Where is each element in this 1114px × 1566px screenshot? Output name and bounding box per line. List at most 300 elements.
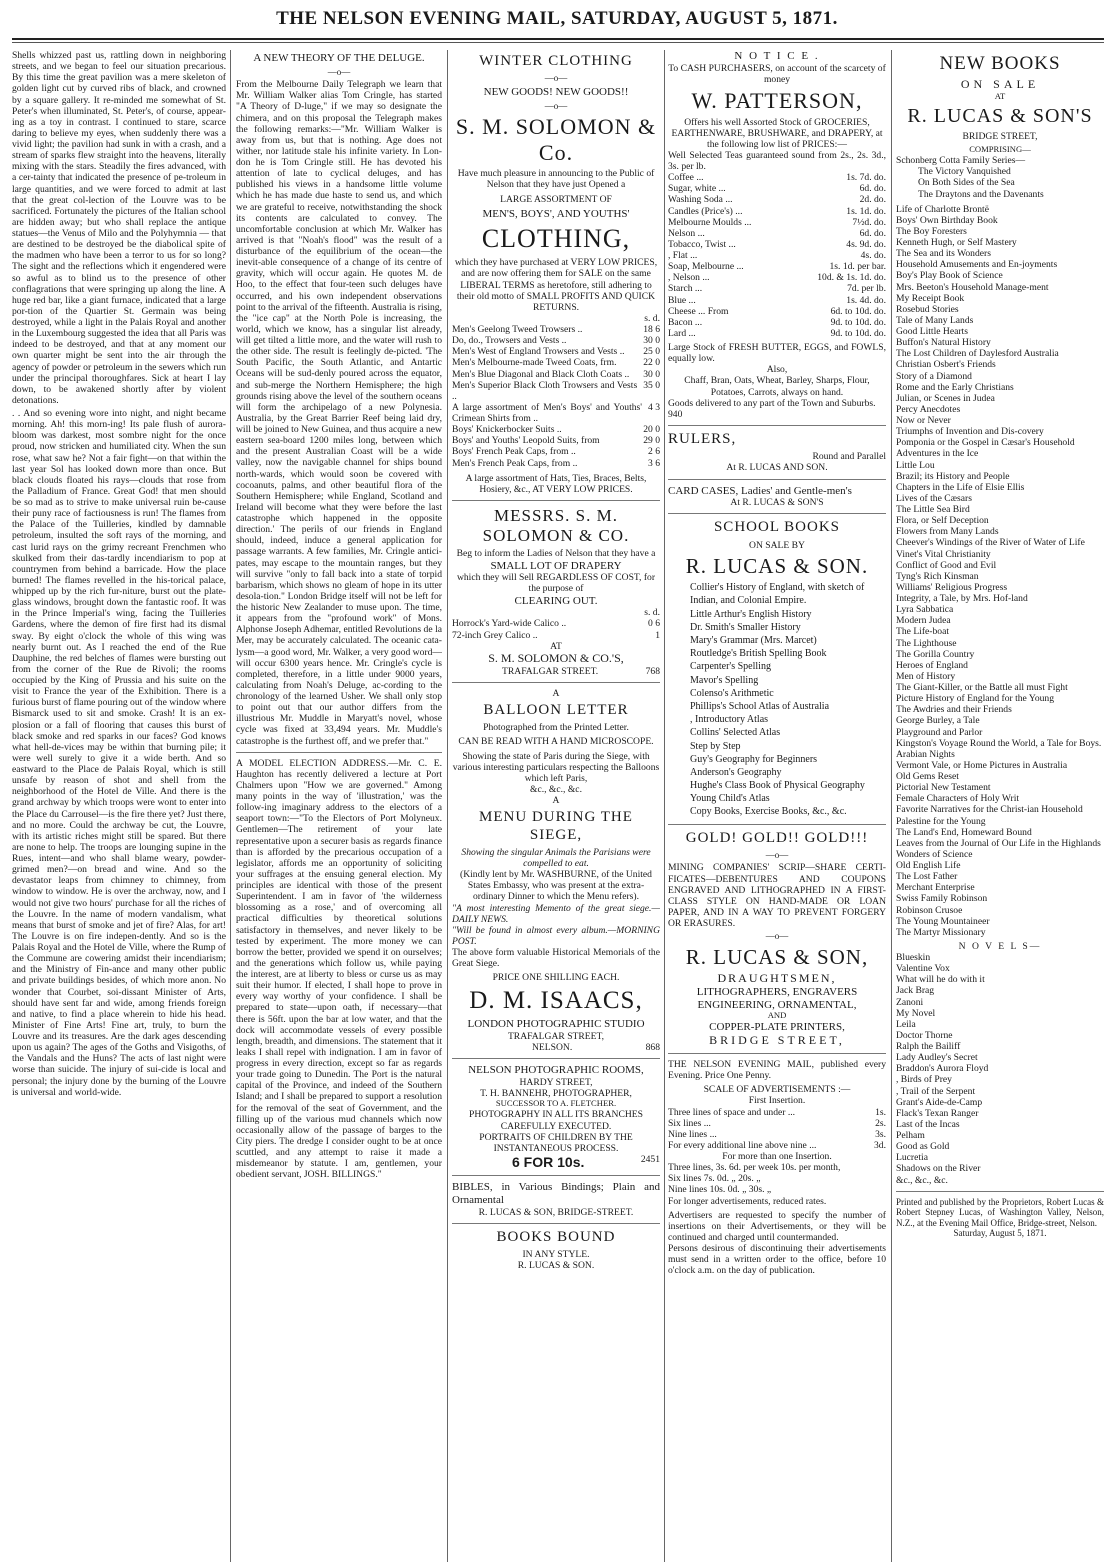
ad-text: PRICE ONE SHILLING EACH. [492, 972, 620, 984]
list-item: Christian Osbert's Friends [896, 359, 996, 371]
list-item: The Giant-Killer, or the Battle all must Fight [896, 682, 1068, 694]
imprint-date: Saturday, August 5, 1871. [953, 1228, 1047, 1238]
ad-text: TRAFALGAR STREET. [502, 665, 599, 677]
ad-text: Three lines, 3s. 6d. per week 10s. per month, [668, 1162, 841, 1174]
ad-firm-name: R. LUCAS & SON'S [907, 104, 1093, 127]
ad-text: Showing the state of Paris during the Siege, with various interesting particulars respecting the Balloons which left Paris, [452, 750, 660, 784]
list-item: The Lighthouse [896, 637, 957, 649]
rates-list [668, 1107, 886, 1152]
list-item: Phillips's School Atlas of Australia [690, 700, 830, 712]
list-item: Boy's Play Book of Science [896, 270, 1003, 282]
ad-text: MEN'S, BOYS', AND YOUTHS' [482, 208, 630, 221]
price-row [452, 630, 660, 641]
ad-text: Also, [766, 364, 788, 376]
list-item: Lucretia [896, 1152, 928, 1164]
ad-text: BIBLES, in Various Bindings; Plain and Ornamental [452, 1181, 660, 1206]
list-item: Palestine for the Young [896, 815, 986, 827]
ornament-divider: —o— [544, 100, 568, 111]
list-item: Dr. Smith's Smaller History [690, 621, 801, 633]
price-value: 1 [655, 629, 660, 641]
list-item: Kenneth Hugh, or Self Mastery [896, 237, 1017, 249]
list-item: Lady Audley's Secret [896, 1052, 978, 1064]
list-item: Picture History of England for the Young [896, 693, 1055, 705]
ad-text: SMALL LOT OF DRAPERY [490, 559, 622, 572]
ad-text: PORTRAITS OF CHILDREN BY THE INSTANTANEOUS PROCESS. [479, 1131, 633, 1154]
list-item: Adventures in the Ice [896, 448, 979, 460]
column-divider [230, 50, 231, 1562]
book-list [896, 204, 1104, 938]
ad-text: The above form valuable Historical Memorials of the Great Siege. [452, 947, 660, 970]
column-notices [668, 50, 886, 1562]
ad-text: AT [550, 640, 562, 652]
price-value: 1s. 1d. per bar. [829, 261, 886, 273]
column-divider [891, 50, 892, 1562]
list-item: Household Amusements and En-joyments [896, 259, 1058, 271]
ad-text: LONDON PHOTOGRAPHIC STUDIO [467, 1018, 645, 1031]
list-item: Valentine Vox [896, 963, 950, 975]
list-item: Shadows on the River [896, 1163, 981, 1175]
list-item: Chapters in the Life of Elsie Ellis [896, 481, 1025, 493]
list-item: Collier's History of England, with sketch of Indian, and Colonial Empire. [690, 582, 865, 607]
list-item: Young Child's Atlas [690, 793, 770, 805]
ad-text: CLEARING OUT. [514, 594, 598, 607]
ad-text: Chaff, Bran, Oats, Wheat, Barley, Sharps, Flour, Potatoes, Carrots, always on hand. [684, 375, 870, 398]
list-item: Grant's Aide-de-Camp [896, 1096, 983, 1108]
price-value: 1s. 1d. do. [846, 205, 886, 217]
list-item: &c., &c., &c. [896, 1174, 948, 1186]
list-item: Swiss Family Robinson [896, 893, 988, 905]
list-item: Carpenter's Spelling [690, 661, 771, 673]
ornament-divider: —o— [765, 931, 789, 942]
ad-text: Goods delivered to any part of the Town and Suburbs. [668, 397, 876, 409]
ad-text: BRIDGE STREET, [962, 131, 1038, 143]
price-value: 3s. [875, 1128, 886, 1140]
ad-quote: "A most interesting Memento of the great siege.—DAILY NEWS. [452, 902, 660, 925]
list-item: Lyra Sabbatica [896, 604, 954, 616]
price-item: Coffee ... [668, 172, 704, 184]
list-item: Doctor Thorne [896, 1029, 953, 1041]
ad-heading: BOOKS BOUND [496, 1228, 616, 1245]
ornament-divider: —o— [327, 66, 351, 77]
column-new-books [896, 50, 1104, 1562]
ornament-divider: —o— [765, 850, 789, 861]
column-deluge [236, 50, 442, 1562]
price-item: Men's West of England Trowsers and Vests .. [452, 346, 625, 358]
ad-text: Offers his well Assorted Stock of GROCERIES, EARTHENWARE, BRUSHWARE, and DRAPERY, at the following low list of PRICES:— [671, 116, 883, 150]
ad-firm-name: R. LUCAS & SON, [685, 944, 869, 969]
list-item: Tyng's Rich Kinsman [896, 570, 979, 582]
ad-heading: CARD CASES, Ladies' and Gentle-men's [668, 484, 852, 497]
price-header: s. d. [644, 607, 660, 619]
ad-text: T. H. BANNEHR, PHOTOGRAPHER, [480, 1088, 632, 1100]
list-item: Good as Gold [896, 1141, 950, 1153]
price-row [452, 446, 660, 457]
price-item: A large assortment of Men's Boys' and Youths' Crimean Shirts from .. [452, 401, 642, 425]
price-value: 3 6 [648, 457, 660, 469]
list-item: Conflict of Good and Evil [896, 559, 997, 571]
list-item: Zanoni [896, 996, 924, 1008]
list-item: Kingston's Voyage Round the World, a Tale for Boys. [896, 737, 1102, 749]
price-row [668, 1107, 886, 1118]
ad-text: CAN BE READ WITH A HAND MICROSCOPE. [458, 736, 654, 748]
article-paragraph: Shells whizzed past us, rattling down in neighboring streets, and we began to feel our situation precarious. By this time the great pavilion was a mere skeleton of golden light cut by curved ribs of black, and crowned by a square gallery. It re-minded me somewhat of St. Peter's when illuminated, St. Peter's, of course, appear-ing as a toy in contrast. I continued to stare, scarce daring to believe my eyes, when suddenly there was a vivid light; the pavilion had sunk in with a crash, and a stream of sparks flew straight into the heavens, literally mixing with the stars. Steadily the fires advanced, with a cer-tainty that indicated the presence of pe-troleum in large quantities, and we were forced to admit at last that the great col-lection of the Louvre was to be sacrificed. Fortunately the pictures of the Italian school are hidden away; but who shall replace the antique statues—the Venus of Milo and the Polyhymnia — that are destined to be destroyed be the diabolical spite of the madmen who have been a terror to us for so long? The sight and the reflections which it engendered were so awful as to blind us to the presence of other conflagrations that were springing up along the line. A huge red bar, like a giant furnace, indicated that a large por-tion of the Quartier St. Germain was being destroyed, while a light in the Palais Royal and another in the Luxembourg suggested the idea that all Paris was indeed to be destroyed, and that at any moment our own quarter might be sent into the air through the agency of powder or petroleum in the sewers which run under the principal thoroughfares. Sick at heart I lay down, to be awakened shortly after by violent detonations. [12, 50, 226, 406]
list-item: Braddon's Aurora Floyd [896, 1063, 989, 1075]
ad-text: LITHOGRAPHERS, ENGRAVERS [696, 985, 858, 998]
list-item: The Sea and its Wonders [896, 248, 991, 260]
list-item: Last of the Incas [896, 1118, 960, 1130]
ad-number: 940 [668, 408, 683, 420]
list-item: Robinson Crusoe [896, 904, 963, 916]
price-row [668, 217, 886, 228]
ad-quote: "Will be found in almost every album.—MORNING POST. [452, 924, 660, 947]
price-value: 1s. 4d. do. [846, 294, 886, 306]
price-row [452, 402, 660, 424]
masthead-rule [12, 38, 1104, 40]
ad-heading: SCHOOL BOOKS [713, 519, 841, 536]
divider [452, 1223, 660, 1224]
price-item: For every additional line above nine ... [668, 1139, 817, 1151]
ornament-divider: —o— [544, 73, 568, 84]
list-item: Mrs. Beeton's Household Manage-ment [896, 281, 1049, 293]
list-item: Little Lou [896, 459, 935, 471]
price-row [668, 183, 886, 194]
ad-text: IN ANY STYLE. [522, 1249, 590, 1261]
list-item: Blueskin [896, 952, 931, 964]
divider [668, 824, 886, 825]
divider [236, 752, 442, 753]
price-value: 20 0 [643, 424, 660, 436]
divider [452, 500, 660, 501]
ad-text: Nine lines 10s. 0d. „ 30s. „ [668, 1184, 772, 1196]
ad-firm-name: D. M. ISAACS, [469, 987, 643, 1015]
list-item: Triumphs of Invention and Dis-covery [896, 426, 1044, 438]
list-item: Routledge's British Spelling Book [690, 648, 827, 660]
price-item: Six lines ... [668, 1117, 711, 1129]
price-row [668, 194, 886, 205]
list-item: Williams' Religious Progress [896, 581, 1008, 593]
price-list [452, 618, 660, 640]
price-item: Men's Geelong Tweed Trowsers .. [452, 324, 583, 336]
list-item: Hughe's Class Book of Physical Geography [690, 780, 865, 792]
price-row [452, 424, 660, 435]
price-value: 10d. & 1s. 1d. do. [817, 272, 886, 284]
ad-heading: N O T I C E . [734, 50, 820, 62]
ad-heading: GOLD! GOLD!! GOLD!!! [685, 829, 869, 846]
ad-text: Have much pleasure in announcing to the Public of Nelson that they have just Opened a [457, 168, 655, 191]
price-list [452, 324, 660, 469]
list-item: Mavor's Spelling [690, 674, 759, 686]
list-item: Buffon's Natural History [896, 337, 991, 349]
divider [668, 513, 886, 514]
ad-text: First Insertion. [748, 1095, 806, 1107]
list-item: On Both Sides of the Sea [918, 177, 1015, 189]
list-item: Copy Books, Exercise Books, &c., &c. [690, 806, 847, 818]
price-value: 1s. 7d. do. [846, 172, 886, 184]
list-item: Julian, or Scenes in Judea [896, 392, 995, 404]
price-value: 18 6 [643, 324, 660, 336]
price-item: Lard ... [668, 327, 696, 339]
ad-text: HARDY STREET, [519, 1077, 593, 1089]
price-item: 72-inch Grey Calico .. [452, 629, 538, 641]
price-item: Cheese ... From [668, 305, 729, 317]
price-item: Bacon ... [668, 316, 703, 328]
ad-text: Persons desirous of discontinuing their advertisements must send in a written order to the office, before 10 o'clock a.m. on the day of publication. [668, 1243, 886, 1277]
divider [452, 1058, 660, 1059]
list-item: Leila [896, 1018, 916, 1030]
ad-text: Well Selected Teas guaranteed sound from 2s., 2s. 3d., 3s. per lb. [668, 149, 886, 173]
divider [668, 1053, 886, 1054]
price-row [668, 306, 886, 317]
column-divider [447, 50, 448, 1562]
list-item: Old Gems Reset [896, 771, 959, 783]
list-item: Now or Never [896, 415, 951, 427]
price-row [668, 172, 886, 183]
list-item: Heroes of England [896, 659, 968, 671]
imprint: Printed and published by the Proprietors, Robert Lucas & Robert Stepney Lucas, of Washington Valley, Nelson, N.Z., at the Evening Mail Office, Bridge-street, Nelson. [896, 1196, 1104, 1228]
price-value: 6d. to 10d. do. [830, 305, 886, 317]
price-row [452, 357, 660, 368]
list-item: Boys' Own Birthday Book [896, 214, 998, 226]
list-item: What will he do with it [896, 974, 985, 986]
price-value: 0 6 [648, 618, 660, 630]
ad-text: Schonberg Cotta Family Series— [896, 155, 1026, 167]
list-item: The Boy Foresters [896, 225, 967, 237]
ad-text: which they will Sell REGARDLESS OF COST, for the purpose of [456, 572, 656, 595]
ad-text: ON SALE BY [749, 539, 805, 551]
ad-number: 2451 [640, 1153, 660, 1165]
list-item: The Land's End, Homeward Bound [896, 826, 1032, 838]
list-item: Brazil; its History and People [896, 470, 1010, 482]
price-value: 6d. do. [859, 183, 886, 195]
price-row [668, 272, 886, 283]
list-item: Arabian Nights [896, 748, 955, 760]
ad-text: Advertisers are requested to specify the number of insertions on their Advertisements, or they will be continued and charged until countermanded. [668, 1209, 886, 1243]
list-item: , Trail of the Serpent [896, 1085, 976, 1097]
list-item: Playground and Parlor [896, 726, 983, 738]
price-row [452, 380, 660, 402]
divider [668, 479, 886, 480]
list-item: The Martyr Missionary [896, 926, 986, 938]
ad-text: TRAFALGAR STREET, [507, 1031, 605, 1043]
list-item: Flack's Texan Ranger [896, 1107, 979, 1119]
price-row [668, 250, 886, 261]
list-item: Rome and the Early Christians [896, 381, 1014, 393]
price-row [668, 261, 886, 272]
column-solomon-ads [452, 50, 660, 1562]
list-item: The Life-boat [896, 626, 950, 638]
price-row [452, 458, 660, 469]
ad-heading-clothing: CLOTHING, [481, 224, 631, 254]
list-item: Pomponia or the Gospel in Cæsar's Household [896, 437, 1075, 449]
article-title: A NEW THEORY OF THE DELUGE. [253, 52, 425, 64]
price-row [452, 369, 660, 380]
list-item: The Victory Vanquished [918, 166, 1011, 178]
price-item: Boys' Knickerbocker Suits .. [452, 424, 562, 436]
ad-text: A large assortment of Hats, Ties, Braces, Belts, Hosiery, &c., AT VERY LOW PRICES. [465, 472, 647, 495]
price-item: Nine lines ... [668, 1128, 717, 1140]
ad-text: &c., &c., &c. [530, 783, 582, 795]
price-row [452, 618, 660, 629]
ad-heading: RULERS, [668, 430, 737, 447]
ad-text: Beg to inform the Ladies of Nelson that they have a [456, 548, 656, 560]
ad-text: R. LUCAS & SON. [517, 1260, 595, 1272]
price-value: 35 0 [643, 379, 660, 391]
price-item: Men's Blue Diagonal and Black Cloth Coats .. [452, 368, 630, 380]
list-item: My Novel [896, 1007, 936, 1019]
book-list [668, 581, 886, 818]
price-item: Nelson ... [668, 227, 705, 239]
price-row [668, 228, 886, 239]
ad-text: To CASH PURCHASERS, on account of the scarcety of money [668, 62, 886, 85]
list-item: , Introductory Atlas [690, 714, 769, 726]
list-item: Rosebud Stories [896, 303, 959, 315]
price-item: Sugar, white ... [668, 183, 726, 195]
price-row [668, 1140, 886, 1151]
price-item: Men's Melbourne-made Tweed Coats, frm. [452, 357, 617, 369]
price-value: 2 6 [648, 446, 660, 458]
ad-heading: WINTER CLOTHING [479, 53, 633, 69]
column-divider [664, 50, 665, 1562]
ad-text: Large Stock of FRESH BUTTER, EGGS, and FOWLS, equally low. [668, 342, 886, 365]
list-item: The Gorilla Country [896, 648, 975, 660]
list-item: Wonders of Science [896, 848, 973, 860]
list-item: Vinet's Vital Christianity [896, 548, 991, 560]
ad-text: A [552, 687, 560, 699]
ad-heading: BALLOON LETTER [483, 701, 629, 718]
article-paragraph: From the Melbourne Daily Telegraph we learn that Mr. William Walker alias Tom Cringle, has started "A Theory of D-luge," if we may so designate the chimera, and on this proposal the Telegraph makes the following remarks:—"Mr. William Walker is away from us, but that is nothing. Age does not wither, nor latitude stale his infinite variety. In Lon-don he is Tom Cringle still. He has devoted his attention of late to cyclical deluges, and has published his views in a handsome little volume which he has made due haste to send us, and which we are grateful to receive, notwithstanding the shock its contents are calculated to convey. The uncomfortable conclusion at which Mr. Walker has arrived is that "Noah's flood" was the result of a disturbance of the equilibrium of the ocean—the inevit-able consequence of a change of its centre of gravity, which will occur again. He quotes M. de Hoo, to the effect that four-teen such deluges have occurred, and his own independent observations point to the arrival of the fifteenth. Australia is rising, the "ice cap" at the North Pole is increasing, the world, which we know, has a singular list already, will get tilted a little more, and the water will rush to the other side. The result is feelingly de-picted. 'The South Pacific, the South Atlantic, and Antartic Oceans will be sud-denly poured across the equator, and sub-merge the Northern Hemisphere; the high grounds rising above the level of the southern oceans will form the archipelago of a new Polynesia. Australia, by the Great Barrier Reef being laid dry, will be joined to New Guinea, and thus acquire a new eastern sea-board 1200 miles long, between which and the present Australian Coast will be a wide valley, now the navigable channel for ships bound north-wards, which would soon be covered with cocoanuts, palms, and other beautiful flora of the Southern Hemisphere; while England, Scotland and Ireland will become what they were before the last catastrophe which happened in the opposite direction.' The perils of our friends in England should, indeed, induce a general application for passage warrants. A few families, Mr. Cringle antici-pates, may escape to the mountain ranges, but they will survive "only to fall back into a state of torpid barbarism, which shows no gleam of hope in its utter desola-tion." London Bridge itself will not be left for the historic New Zealander to muse upon. The time, it appears from the "profound work" of Mons. Alphonse Joseph Adhemar, entitled Revolutions de la Mer, may be accurately calculated. The oceanic cata-lysm—a good word, Mr. Walker, a very good word—will occur 6300 years hence. Mr. Cringle's cycle is completed, therefore, in a little under 9000 years, calculating from Noah's Deluge, ac-cording to the chronology of the learned Usher. We shall only stop to point out that our author differs from the illustrious Mr. Muddle in Maryatt's novel, whose cycle was fixed at 33,494 years. Mr. Muddle's catastrophe is the furthest off, and we prefer that." [236, 79, 442, 747]
ad-text: For more than one Insertion. [722, 1151, 832, 1163]
list-item: The Lost Children of Daylesford Australia [896, 348, 1059, 360]
list-item: George Burley, a Tale [896, 715, 980, 727]
price-item: Three lines of space and under ... [668, 1106, 796, 1118]
price-value: 4 3 [648, 401, 660, 413]
ad-number: 868 [645, 1042, 660, 1054]
ad-text: COMPRISING— [969, 144, 1031, 155]
book-list [896, 166, 1104, 199]
price-row [668, 1118, 886, 1129]
ad-text: BRIDGE STREET, [709, 1033, 845, 1048]
price-row [452, 335, 660, 346]
article-paragraph: . . And so evening wore into night, and night became morning. Ah! this morn-ing! Its pale flush of aurora-bloom was darkest, most sombre night for the once proud, now stricken and humiliated city. When the sun rose, what saw he? Not a fair fight—on that within the last year Sol has looked down more than once. But black clouds floated his rays—clouds that rose from the Palladium of France. Great God! that men should be so mad as to strive to make universal ruin be-cause their puny race of factiousness is run! The flames from the Palace of the Tuilleries, kindled by damnable petroleum, insulted the soft rays of the morning, and cast lurid rays on the grimy recreant Frenchmen who skulked from their das-tardly incendiarism to pop at countrymen from behind a barricade. How the place burned! The flames revelled in the his-torical palace, whipped up by the rich fur-niture, burst out the plate-glass windows, brought down the fantastic roof. It was in the Prince Imperial's wing, facing the Tuilleries Gardens, where the demon of fire first had its dismal sway. By eight o'clock the whole of this wing was nearly burnt out. As I reached the end of the Rue Dauphine, the red belches of flames were bursting out from the corner of the Rue de Rivoli; the rooms occupied by the King of Prussia and his suite on the visit to France the year of the Exhibition. There is a furious burst of flame pouring out of the window where Bismarck used to sit and smoke. Crash! It is an ex-plosion or a fall of flooring that causes this burst of black smoke and red sparks in our faces? God knows what hell-de-vices may be within that burning pile; it were well surely to give it a wide berth. And so eastward to the Place de Palais Royal, which is still unsafe by reason of shot and shell from the neighborhood of the Hotel de Ville. And there is the grand archway by which troops were wont to enter into the Place du Carrousel—is the fire there yet? Just there, and no more. Could the archway be cut, the Louvre, with its artistic riches might still be spared. But there are none to help. The troops are lounging supine in the Rues, intent—and who shall blame weary, powder-grimed men?—on bread and wine. And so the devastator leaps from chimney to chimney, from window to window. He is over the archway, now, and I would not give two hours' purchase for all the riches of the Louvre. In the name of modern vandalism, what means that burst of smoke and jet of fire? Alas, for art! The Louvre is on fire indepen-dently. And so is the Palais Royal and the Hotel de Ville, where the Rump of the Commune are cowering amidst their incendiarism; and the Ministry of Fin-ance and many other public and private buildings besides, of which more anon. No wonder that Courbet, soi-dissant Minister of Arts, should have sent far and wide, among friends foreign and native, to find a place wherein to hide his head. Minister of Fine Arts! Fine art, truly, to burn the Louvre and its treasures. Are the dark ages descending upon us again? The ages of the Goths and Visigoths, of the Vandals and the Huns? The acts of last night were worse than suicide. The injury of sui-cide is local and personal; the injury done by the burning of the Louvre is universal and world-wide. [12, 408, 226, 1098]
list-item: Good Little Hearts [896, 326, 968, 338]
ad-line: NEW GOODS! NEW GOODS!! [483, 85, 629, 98]
ad-firm-name: MESSRS. S. M. SOLOMON & CO. [482, 505, 630, 545]
price-row [452, 346, 660, 357]
price-item: , Nelson ... [668, 272, 710, 284]
list-item: Flowers from Many Lands [896, 526, 999, 538]
ad-firm-name: S. M. SOLOMON & Co. [455, 114, 657, 165]
divider [452, 1175, 660, 1176]
price-item: Blue ... [668, 294, 696, 306]
ad-text: Showing the singular Animals the Parisians were compelled to eat. [461, 846, 651, 870]
ad-firm-name: W. PATTERSON, [691, 88, 863, 113]
list-item: Lives of the Cæsars [896, 492, 972, 504]
list-item: Favorite Narratives for the Christ-ian Household [896, 804, 1083, 816]
list-item: Story of a Diamond [896, 370, 972, 382]
novel-list [896, 952, 1104, 1186]
price-item: Melbourne Moulds ... [668, 216, 752, 228]
ad-text: LARGE ASSORTMENT OF [500, 194, 612, 206]
price-item: Do, do., Trowsers and Vests .. [452, 335, 567, 347]
list-item: Guy's Geography for Beginners [690, 753, 818, 765]
divider [452, 682, 660, 683]
price-item: Horrock's Yard-wide Calico .. [452, 618, 567, 630]
list-item: Pelham [896, 1130, 925, 1142]
ad-text: A [552, 795, 560, 807]
list-item: Men of History [896, 670, 956, 682]
price-row [668, 239, 886, 250]
price-item: Washing Soda ... [668, 194, 733, 206]
ad-text: R. LUCAS & SON, BRIDGE-STREET. [478, 1206, 634, 1218]
list-item: Vermont Vale, or Home Pictures in Australia [896, 759, 1068, 771]
price-value: 25 0 [643, 346, 660, 358]
list-item: Female Characters of Holy Writ [896, 793, 1020, 805]
price-value: 1s. [875, 1106, 886, 1118]
list-item: Life of Charlotte Brontë [896, 203, 989, 215]
ad-text: MINING COMPANIES' SCRIP—SHARE CERTI-FICATES—DEBENTURES AND COUPONS ENGRAVED AND LITHOGRAPHED IN A FIRST-CLASS STYLE ON HAND-MADE OR LOAN PAPER, AND IN A WAY TO PREVENT FORGERY OR ERASURES. [668, 862, 886, 930]
price-value: 2d. do. [859, 194, 886, 206]
ad-text: At R. LUCAS & SON'S [730, 497, 824, 509]
ad-price: 6 FOR 10s. [512, 1153, 585, 1170]
ad-text: NELSON. [532, 1042, 573, 1054]
price-item: Soap, Melbourne ... [668, 261, 744, 273]
list-item: Cheever's Windings of the River of Water of Life [896, 537, 1085, 549]
list-item: The Awdries and their Friends [896, 704, 1012, 716]
list-item: Step by Step [690, 740, 741, 752]
list-item: Mary's Grammar (Mrs. Marcet) [690, 635, 817, 647]
list-item: Ralph the Bailiff [896, 1041, 961, 1053]
price-item: Men's Superior Black Cloth Trowsers and Vests .. [452, 379, 638, 402]
masthead-rule-thin [12, 42, 1104, 43]
list-item: The Little Sea Bird [896, 504, 970, 516]
price-value: 2s. [875, 1117, 886, 1129]
list-item: Tale of Many Lands [896, 314, 974, 326]
ad-text: SUCCESSOR TO A. FLETCHER. [495, 1098, 617, 1109]
price-value: 3d. [874, 1139, 886, 1151]
price-row [668, 283, 886, 294]
list-item: The Draytons and the Davenants [918, 188, 1044, 200]
price-row [668, 1129, 886, 1140]
ad-text: For longer advertisements, reduced rates. [668, 1195, 827, 1207]
divider [896, 1191, 1104, 1192]
ad-text: Round and Parallel [812, 451, 886, 463]
list-item: My Receipt Book [896, 292, 965, 304]
list-item: Collins' Selected Atlas [690, 727, 781, 739]
list-item: The Young Mountaineer [896, 915, 990, 927]
list-item: Percy Anecdotes [896, 403, 961, 415]
ad-text: AT [994, 90, 1006, 101]
price-item: Candles (Price's) ... [668, 205, 743, 217]
price-row [452, 435, 660, 446]
price-item: Starch ... [668, 283, 703, 295]
price-item: Boys' French Peak Caps, from .. [452, 446, 576, 458]
price-row [668, 295, 886, 306]
ad-text: ON SALE [960, 77, 1040, 92]
ad-text: Photographed from the Printed Letter. [483, 722, 629, 734]
ad-heading: NEW BOOKS [939, 53, 1061, 74]
list-item: Little Arthur's English History [690, 608, 812, 620]
price-row [668, 317, 886, 328]
price-value: 29 0 [643, 435, 660, 447]
price-row [452, 324, 660, 335]
list-item: Pictorial New Testament [896, 782, 991, 794]
masthead: THE NELSON EVENING MAIL, SATURDAY, AUGUST 5, 1871. [276, 8, 838, 29]
ad-firm-name: R. LUCAS & SON. [685, 553, 869, 578]
list-item: Colenso's Arithmetic [690, 687, 774, 699]
ad-text: COPPER-PLATE PRINTERS, [709, 1021, 845, 1034]
price-value: 22 0 [643, 357, 660, 369]
price-value: 9d. to 10d. do. [830, 327, 886, 339]
